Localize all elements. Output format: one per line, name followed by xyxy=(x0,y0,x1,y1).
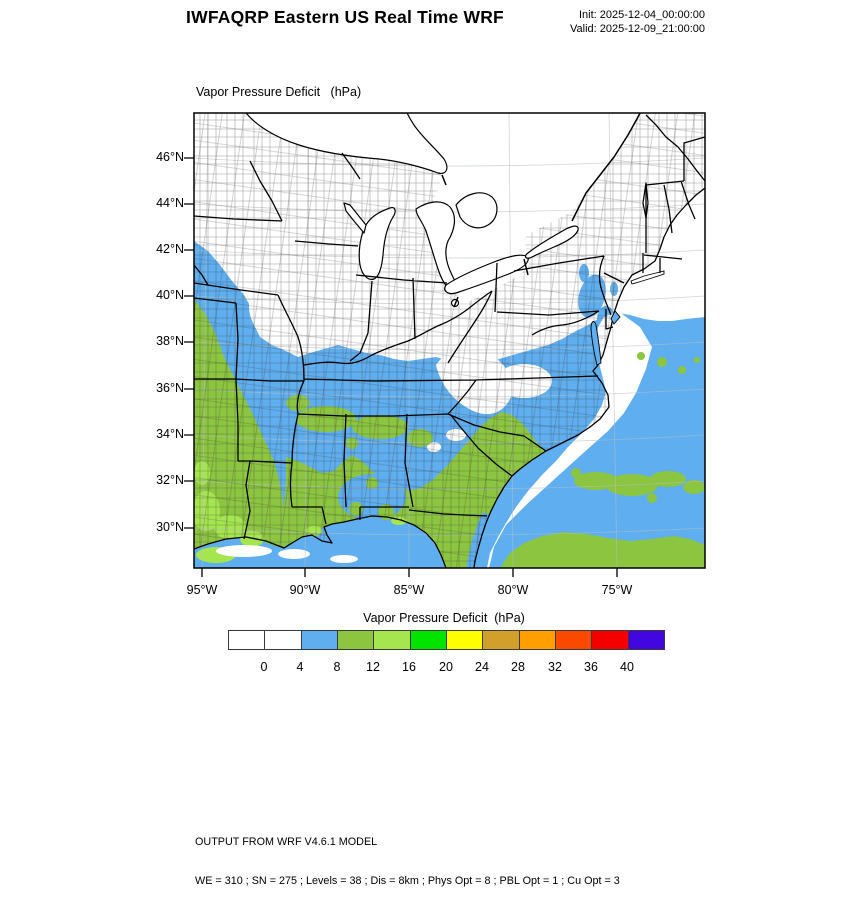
init-time-label: Init: 2025-12-04_00:00:00 xyxy=(579,9,705,21)
lat-tick-label: 36°N xyxy=(156,381,184,395)
colorbar-tick: 40 xyxy=(620,660,634,674)
colorbar-cell xyxy=(519,630,556,650)
colorbar-cell xyxy=(446,630,483,650)
colorbar-cell xyxy=(482,630,519,650)
colorbar xyxy=(228,630,665,650)
footer-line1: OUTPUT FROM WRF V4.6.1 MODEL xyxy=(195,836,378,848)
colorbar-cell xyxy=(228,630,265,650)
colorbar-tick: 8 xyxy=(333,660,341,674)
colorbar-cell xyxy=(410,630,447,650)
lat-tick-label: 34°N xyxy=(156,427,184,441)
colorbar-tick: 4 xyxy=(296,660,304,674)
colorbar-tick: 20 xyxy=(439,660,453,674)
colorbar-cell xyxy=(301,630,338,650)
colorbar-tick: 16 xyxy=(402,660,416,674)
colorbar-tick: 0 xyxy=(260,660,268,674)
model-info-footer xyxy=(195,810,620,914)
lon-tick-label: 80°W xyxy=(497,583,529,597)
lat-tick-label: 32°N xyxy=(156,473,184,487)
colorbar-tick: 12 xyxy=(366,660,380,674)
colorbar-tick: 28 xyxy=(511,660,525,674)
footer-line2: WE = 310 ; SN = 275 ; Levels = 38 ; Dis = 8km ; Phys Opt = 8 ; PBL Opt = 1 ; Cu Opt = 3 xyxy=(195,875,620,887)
colorbar-tick: 32 xyxy=(548,660,562,674)
colorbar-cell xyxy=(373,630,410,650)
map-field-label: Vapor Pressure Deficit (hPa) xyxy=(196,85,362,99)
colorbar-tick: 36 xyxy=(584,660,598,674)
lon-tick-label: 95°W xyxy=(186,583,218,597)
valid-time-label: Valid: 2025-12-09_21:00:00 xyxy=(570,22,705,35)
lon-tick-label: 90°W xyxy=(289,583,321,597)
colorbar-cell xyxy=(264,630,301,650)
colorbar-cell xyxy=(337,630,374,650)
colorbar-tick: 24 xyxy=(475,660,489,674)
lat-tick-label: 42°N xyxy=(156,242,184,256)
lat-tick-label: 38°N xyxy=(156,334,184,348)
map-body xyxy=(192,113,705,568)
wrf-map xyxy=(180,113,705,583)
run-time-info xyxy=(470,9,705,36)
lon-tick-label: 85°W xyxy=(393,583,425,597)
colorbar-cell xyxy=(591,630,628,650)
lat-tick-label: 46°N xyxy=(156,150,184,164)
lat-tick-label: 40°N xyxy=(156,288,184,302)
lon-tick-label: 75°W xyxy=(601,583,633,597)
colorbar-cell xyxy=(628,630,665,650)
lat-tick-label: 30°N xyxy=(156,520,184,534)
colorbar-cell xyxy=(555,630,592,650)
lat-tick-label: 44°N xyxy=(156,196,184,210)
colorbar-title: Vapor Pressure Deficit (hPa) xyxy=(363,611,525,625)
page-title: IWFAQRP Eastern US Real Time WRF xyxy=(186,7,504,27)
